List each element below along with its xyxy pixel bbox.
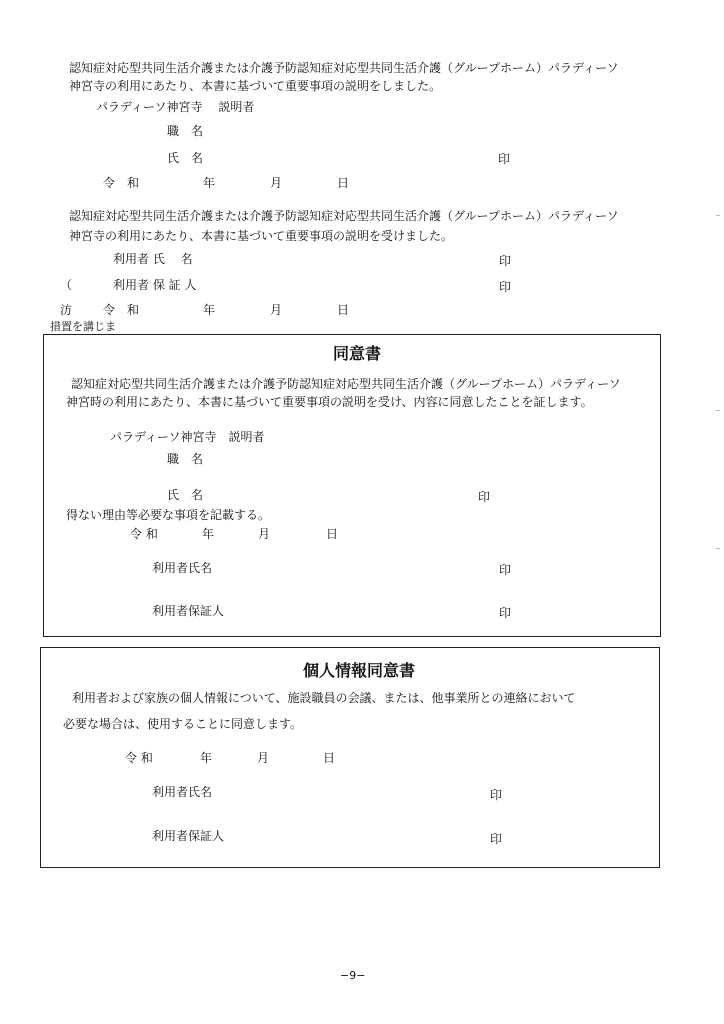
s1-seal: 印	[498, 152, 511, 166]
s1-text-line1: 認知症対応型共同生活介護または介護予防認知症対応型共同生活介護（グループホーム）パラディーソ	[69, 61, 619, 75]
s1-date-month: 月	[270, 176, 283, 190]
s1-org-label: パラディーソ神宮寺 説明者	[96, 100, 255, 114]
scan-mark	[716, 548, 720, 549]
consent-guarantor-seal: 印	[499, 606, 512, 620]
privacy-title: 個人情報同意書	[303, 661, 416, 680]
consent-name-seal: 印	[478, 490, 491, 504]
privacy-user-seal: 印	[490, 788, 503, 802]
consent-text-line2: 神宮時の利用にあたり、本書に基づいて重要事項の説明を受け、内容に同意したことを証します。	[66, 395, 593, 409]
privacy-guarantor-label: 利用者保証人	[152, 829, 225, 843]
privacy-date-day: 日	[323, 751, 336, 765]
privacy-date-era: 令 和	[125, 751, 153, 765]
consent-name-label: 氏 名	[167, 488, 204, 502]
s1-role-label: 職 名	[167, 124, 204, 138]
s1-text-line2: 神宮寺の利用にあたり、本書に基づいて重要事項の説明をしました。	[69, 79, 442, 93]
privacy-text-line1: 利用者および家族の個人情報について、施設職員の会議、または、他事業所との連絡において	[72, 691, 576, 705]
consent-date-era: 令 和	[130, 527, 158, 541]
s2-date-month: 月	[270, 303, 283, 317]
s2-date-era: 令 和	[103, 303, 140, 317]
privacy-user-label: 利用者氏名	[152, 785, 213, 799]
scan-mark	[716, 410, 720, 411]
s1-name-label: 氏 名	[167, 151, 204, 165]
consent-overlap-text: 得ない理由等必要な事項を記載する。	[66, 508, 271, 522]
privacy-date-month: 月	[257, 751, 270, 765]
consent-org-label: パラディーソ神宮寺 説明者	[110, 430, 265, 444]
privacy-date-year: 年	[200, 751, 213, 765]
s2-guarantor-label: 利用者 保 証 人	[113, 278, 197, 292]
scan-mark	[716, 215, 720, 216]
s2-text-line1: 認知症対応型共同生活介護または介護予防認知症対応型共同生活介護（グループホーム）パラディーソ	[69, 209, 619, 223]
s1-date-era: 令 和	[103, 176, 140, 190]
s2-stray-text: 措置を講じま	[50, 320, 116, 333]
consent-guarantor-label: 利用者保証人	[152, 604, 225, 618]
s2-stray-glyph: 汸	[60, 303, 73, 317]
s1-date-year: 年	[203, 176, 216, 190]
consent-text-line1: 認知症対応型共同生活介護または介護予防認知症対応型共同生活介護（グループホーム）パラディーソ	[71, 377, 621, 391]
privacy-text-line2: 必要な場合は、使用することに同意します。	[63, 717, 303, 731]
s1-date-day: 日	[337, 176, 350, 190]
s2-guarantor-seal: 印	[499, 280, 512, 294]
s2-stray-left: （	[60, 278, 73, 292]
consent-date-month: 月	[258, 527, 271, 541]
privacy-guarantor-seal: 印	[490, 832, 503, 846]
consent-user-label: 利用者氏名	[152, 561, 213, 575]
s2-date-day: 日	[337, 303, 350, 317]
s2-user-seal: 印	[499, 254, 512, 268]
consent-date-day: 日	[326, 527, 339, 541]
s2-user-label: 利用者 氏 名	[113, 252, 193, 266]
s2-text-line2: 神宮寺の利用にあたり、本書に基づいて重要事項の説明を受けました。	[69, 229, 454, 243]
page-number: −9−	[340, 969, 366, 982]
consent-user-seal: 印	[499, 563, 512, 577]
s2-date-year: 年	[203, 303, 216, 317]
consent-role-label: 職 名	[167, 452, 204, 466]
consent-date-year: 年	[202, 527, 215, 541]
consent-title: 同意書	[333, 344, 382, 363]
